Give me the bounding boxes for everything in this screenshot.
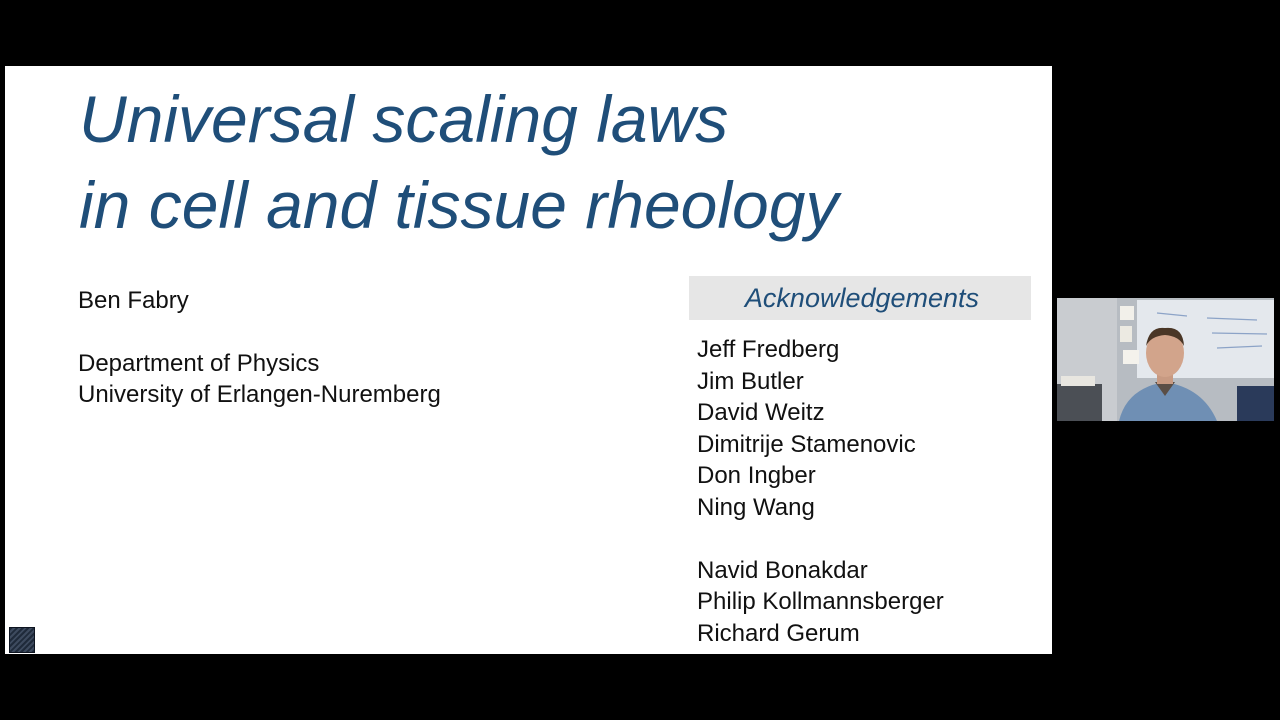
video-note xyxy=(1120,306,1134,320)
ack-name: Dimitrije Stamenovic xyxy=(697,430,916,458)
ack-name: Ning Wang xyxy=(697,493,815,521)
title-line-1: Universal scaling laws xyxy=(79,82,729,156)
acknowledgements-list xyxy=(697,334,944,649)
video-note xyxy=(1123,350,1139,364)
author-name: Ben Fabry xyxy=(78,287,189,314)
acknowledgements-header xyxy=(689,276,1031,320)
acknowledgements-heading: Acknowledgements xyxy=(744,282,980,313)
ack-name: David Weitz xyxy=(697,399,825,426)
affiliation xyxy=(78,348,441,410)
affiliation-department: Department of Physics xyxy=(78,350,320,377)
slide-nav-icon[interactable] xyxy=(9,627,35,653)
video-papers xyxy=(1061,376,1095,386)
ack-name: Jim Butler xyxy=(697,367,804,395)
ack-name: Philip Kollmannsberger xyxy=(697,588,944,615)
video-desk xyxy=(1057,384,1102,421)
ack-name: Richard Gerum xyxy=(697,619,860,647)
ack-name: Don Ingber xyxy=(697,462,816,489)
title-line-2: in cell and tissue rheology xyxy=(79,168,839,242)
ack-name: Jeff Fredberg xyxy=(697,336,840,363)
affiliation-university: University of Erlangen-Nuremberg xyxy=(78,381,441,408)
ack-name: Navid Bonakdar xyxy=(697,556,868,584)
presentation-slide xyxy=(5,66,1052,654)
ack-group-spacer xyxy=(697,523,944,555)
video-note xyxy=(1120,326,1132,342)
video-chair xyxy=(1237,386,1274,421)
webcam-video-feed xyxy=(1057,298,1274,421)
slide-title xyxy=(79,76,838,248)
presenter-video-image xyxy=(1057,298,1274,421)
